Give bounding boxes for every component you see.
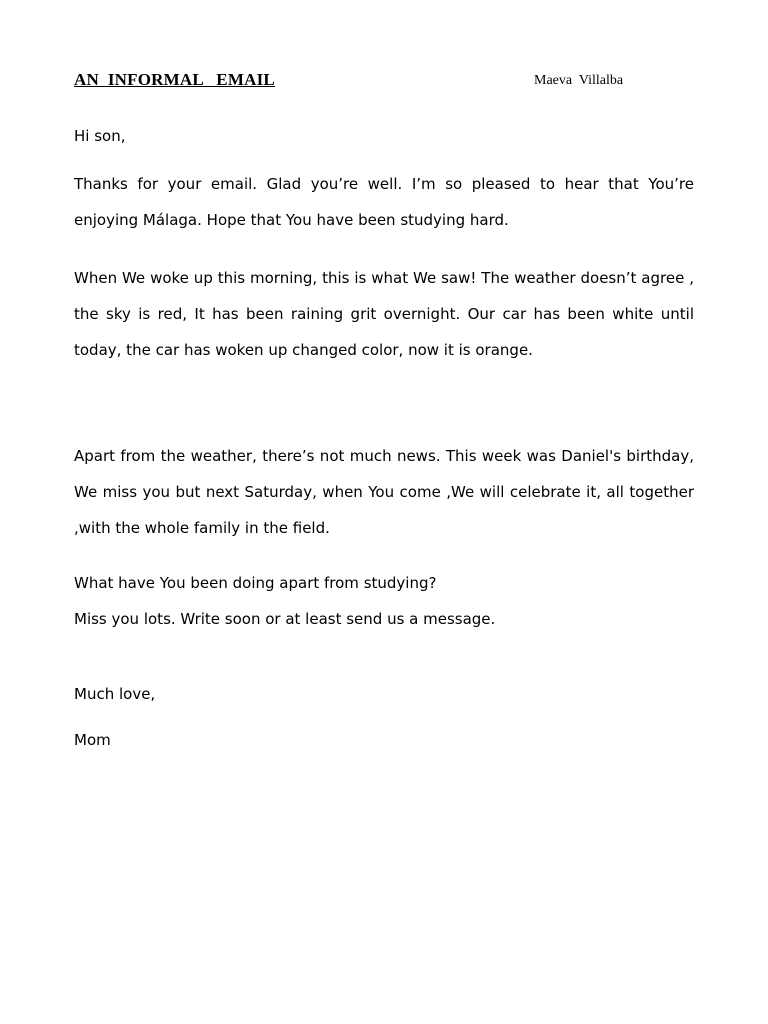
letter-paragraph-1: Thanks for your email. Glad you’re well. I’m so pleased to hear that You’re enjoying Málaga. Hope that You have been studying hard. bbox=[74, 175, 694, 229]
letter-paragraph-2: When We woke up this morning, this is what We saw! The weather doesn’t agree , the sky is red, It has been raining grit overnight. Our car has been white until today, the car has woken up changed color, now it is orange. bbox=[74, 269, 694, 359]
letter-paragraph-3: Apart from the weather, there’s not much news. This week was Daniel's birthday, We miss you but next Saturday, when You come ,We will celebrate it, all together ,with the whole family in the field. bbox=[74, 447, 694, 537]
letter-signature: Mom bbox=[74, 731, 111, 749]
document-header bbox=[74, 70, 694, 94]
letter-greeting: Hi son, bbox=[74, 127, 126, 145]
letter-closing: Much love, bbox=[74, 685, 156, 703]
document-title: AN INFORMAL EMAIL bbox=[74, 70, 275, 89]
letter-miss-line: Miss you lots. Write soon or at least send us a message. bbox=[74, 610, 496, 628]
letter-question-line: What have You been doing apart from studying? bbox=[74, 574, 437, 592]
author-name: Maeva Villalba bbox=[534, 73, 624, 88]
